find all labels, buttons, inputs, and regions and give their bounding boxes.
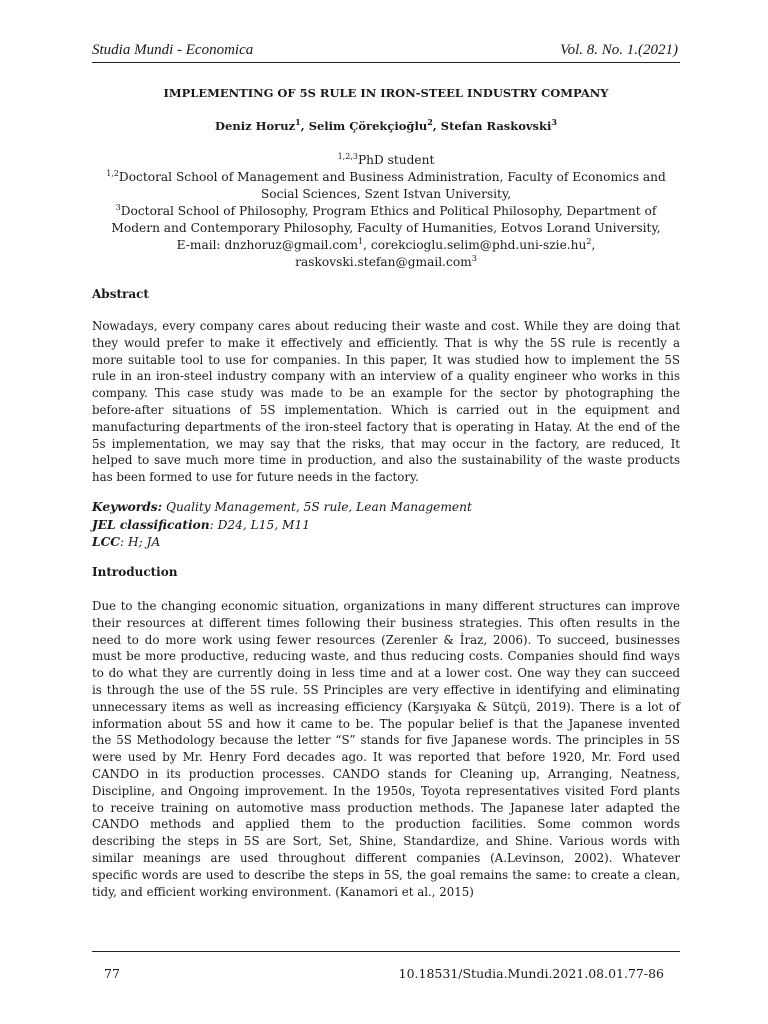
volume-info: Vol. 8. No. 1.(2021) — [560, 42, 678, 58]
author-affil-mark: 3 — [551, 117, 557, 128]
introduction-body — [92, 598, 680, 900]
paper-title: IMPLEMENTING OF 5S RULE IN IRON-STEEL INDUSTRY COMPANY — [163, 86, 609, 100]
journal-name: Studia Mundi - Economica — [92, 42, 254, 58]
jel-label: JEL classification — [92, 517, 210, 532]
text-line: CANDO in its production processes. CANDO stands for Cleaning up, Arranging, Neatness, — [92, 766, 680, 781]
author-affil-mark: 1 — [295, 117, 301, 128]
affil-mark: 1,2 — [106, 168, 119, 178]
author-separator: , — [432, 119, 441, 133]
text-line: their resources at different times following their business strategies. This often results in the — [92, 615, 680, 630]
affil-text: Doctoral School of Management and Business Administration, Faculty of Economics and — [118, 170, 666, 184]
jel-line — [92, 517, 680, 535]
lcc-line — [92, 534, 680, 552]
text-line: helped to save much more time in production, and also the sustainability of the waste products — [92, 453, 680, 468]
keywords-label: Keywords: — [92, 500, 163, 514]
text-line: similar meanings are used throughout different companies (A.Levinson, 2002). Whatever — [92, 850, 680, 865]
text-line: they would prefer to make it effectively and efficiently. That is why the 5S rule is recently a — [92, 335, 680, 350]
affil-mark: 2 — [586, 236, 592, 246]
affil-text: Social Sciences, Szent Istvan University, — [260, 187, 512, 201]
affil-mark: 3 — [115, 202, 121, 212]
text-line: Due to the changing economic situation, organizations in many different structures can improve — [92, 599, 680, 613]
text-line: company. This case study was made to be an example for the sector by photographing the — [92, 386, 680, 401]
email-separator: , — [591, 238, 596, 252]
author-separator: , — [300, 119, 309, 133]
text-line: 5s implementation, we may say that the risks, that may occur in the factory, are reduced, It — [92, 436, 680, 451]
text-line: describing the steps in 5S are Sort, Set, Shine, Standardize, and Shine. Various words with — [92, 834, 680, 849]
affil-text: PhD student — [357, 153, 435, 167]
text-line: need to do more work using fewer resources (Zerenler & İraz, 2006). To succeed, businesses — [92, 632, 680, 647]
text-line: unnecessary items as well as increasing efficiency (Karşıyaka & Sütçü, 2019). There is a lot of — [92, 699, 680, 714]
lcc-label: LCC — [92, 535, 120, 549]
affil-mark: 1 — [358, 236, 364, 246]
email-label: E-mail: — [176, 238, 225, 252]
text-line: more suitable tool to use for companies. In this paper, It was studied how to implement the 5S — [92, 352, 680, 367]
text-line: tidy, and efficient working environment. (Kanamori et al., 2015) — [92, 884, 474, 899]
text-line: the 5S Methodology because the letter “S” stands for five Japanese words. The principles in 5S — [92, 733, 680, 748]
text-line: manufacturing departments of the iron-steel factory that is operating in Hatay. At the end of the — [92, 419, 680, 434]
affiliation-line — [92, 169, 680, 186]
affiliation-line — [92, 203, 680, 220]
email-address[interactable]: dnzhoruz@gmail.com — [224, 238, 359, 252]
introduction-heading: Introduction — [92, 565, 178, 579]
email-separator: , — [363, 238, 371, 252]
author-name: Deniz Horuz — [215, 119, 296, 133]
keywords-value: Quality Management, 5S rule, Lean Management — [162, 500, 472, 514]
affil-mark: 1,2,3 — [337, 151, 358, 161]
running-header — [92, 40, 680, 63]
text-line: Discipline, and Ongoing improvement. In the 1950s, Toyota representatives visited Ford plants — [92, 783, 680, 798]
text-line: before-after situations of 5S implementation. Which is carried out in the equipment and — [92, 402, 680, 417]
affil-text: Modern and Contemporary Philosophy, Faculty of Humanities, Eotvos Lorand University, — [111, 221, 661, 235]
text-line: Nowadays, every company cares about reducing their waste and cost. While they are doing that — [92, 319, 680, 333]
jel-value: : D24, L15, M11 — [209, 517, 310, 532]
keywords-line — [92, 499, 680, 517]
footer-divider — [92, 951, 680, 952]
page-number: 77 — [104, 966, 120, 981]
text-line: specific words are used to describe the steps in 5S, the goal remains the same: to create a clean, — [92, 867, 680, 882]
abstract-body — [92, 318, 680, 486]
text-line: is through the use of the 5S rule. 5S Principles are very effective in identifying and eliminating — [92, 682, 680, 697]
affiliations — [92, 152, 680, 271]
affiliation-line — [92, 220, 680, 237]
text-line: were used by Mr. Henry Ford decades ago. It was reported that before 1920, Mr. Ford used — [92, 750, 680, 765]
author-name: Stefan Raskovski — [440, 119, 552, 133]
affil-text: Doctoral School of Philosophy, Program Ethics and Political Philosophy, Department of — [120, 204, 657, 218]
affil-mark: 3 — [471, 253, 477, 263]
lcc-value: : H; JA — [119, 535, 161, 549]
affiliation-line — [92, 152, 680, 169]
text-line: information about 5S and how it came to be. The popular belief is that the Japanese invented — [92, 716, 680, 731]
affiliation-line — [92, 186, 680, 203]
author-affil-mark: 2 — [427, 117, 433, 128]
text-line: to do what they are currently doing in less time and at a lower cost. One way they can succeed — [92, 666, 680, 681]
email-address[interactable]: corekcioglu.selim@phd.uni-szie.hu — [370, 238, 587, 252]
email-address[interactable]: raskovski.stefan@gmail.com — [295, 255, 472, 269]
text-line: rule in an iron-steel industry company with an interview of a quality engineer who works in this — [92, 369, 680, 384]
email-line — [92, 237, 680, 254]
text-line: CANDO methods and applied them to the production facilities. Some common words — [92, 817, 680, 832]
author-name: Selim Çörekçioğlu — [308, 119, 428, 133]
abstract-heading: Abstract — [92, 287, 149, 301]
keywords-block — [92, 499, 680, 552]
text-line: has been formed to use for future needs in the factory. — [92, 470, 419, 485]
doi-link[interactable]: 10.18531/Studia.Mundi.2021.08.01.77-86 — [398, 966, 664, 981]
text-line: to receive training on automotive mass production methods. The Japanese later adapted the — [92, 800, 680, 815]
text-line: must be more productive, reducing waste, and thus reducing costs. Companies should find ways — [92, 649, 680, 664]
author-list — [92, 119, 680, 133]
email-line — [92, 254, 680, 271]
